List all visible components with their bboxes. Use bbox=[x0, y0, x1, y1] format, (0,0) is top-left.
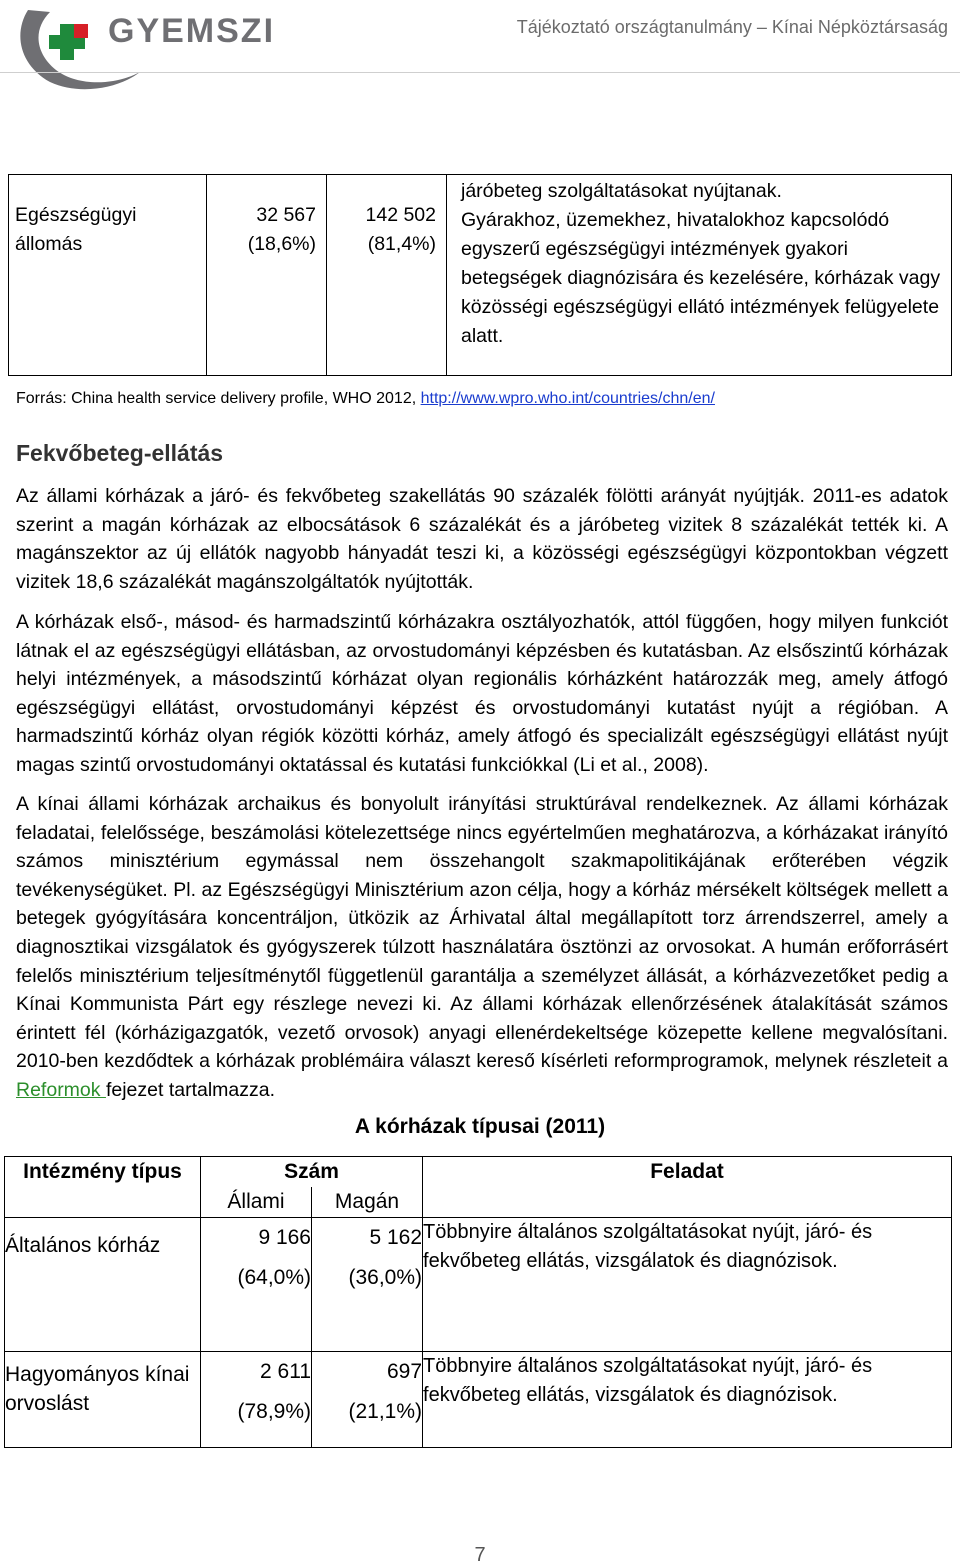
page-header bbox=[0, 0, 960, 100]
logo-text: GYEMSZI bbox=[108, 12, 276, 50]
header-divider bbox=[0, 72, 960, 73]
reformok-link[interactable]: Reformok bbox=[16, 1078, 106, 1101]
who-source-link[interactable]: http://www.wpro.who.int/countries/chn/en/ bbox=[420, 390, 715, 407]
subheader-state: Állami bbox=[201, 1187, 312, 1218]
header-title: Tájékoztató országtanulmány – Kínai Népköztársaság bbox=[516, 17, 948, 37]
paragraph-2: A kórházak első-, másod- és harmadszintű kórházakra osztályozhatók, attól függően, hogy milyen funkciót látnak el az egészségügyi ellátásban, az orvostudományi képzésben és kutatásban. Az elsőszintű kórházak helyi intézmények, a másodszintű kórházat olyan regionális kórházként határozzák meg, amely átfogó egészségügyi ellátást, orvostudományi képzést és orvostudományi kutatást nyújt a régióban. A harmadszintű kórház olyan régiók közötti kórház, amely átfogó és specializált egészségügyi ellátást nyújt magas szintű orvostudományi oktatással és kutatási funkciókkal (Li et al., 2008). bbox=[16, 611, 948, 776]
row-private-count: 697 (21,1%) bbox=[312, 1352, 423, 1448]
gyemszi-logo bbox=[10, 2, 310, 92]
paragraph-1: Az állami kórházak a járó- és fekvőbeteg szakellátás 90 százalék fölötti arányát nyújtják. 2011-es adatok szerint a magán kórházak az elbocsátások 6 százalékát és a járóbeteg vizitek 8 százalékát tették ki. A magánszektor az új ellátók nagyobb hányadát teszi ki, a közösségi egészségügyi központokban végzett vizitek 18,6 százalékát magánszolgáltatók nyújtották. bbox=[16, 485, 948, 593]
table-row bbox=[9, 175, 952, 376]
row-state-count: 2 611 (78,9%) bbox=[201, 1352, 312, 1448]
facility-table-continued bbox=[8, 174, 952, 376]
paragraph-3: A kínai állami kórházak archaikus és bonyolult irányítási struktúrával rendelkeznek. Az állami kórházak feladatai, felelőssége, beszámolási kötelezettsége nincs egyértelműen meghatározva, a kórházakat irányító számos minisztérium egymással nem összehangolt szakmapolitikájának erőterében végzik tevékenységüket. Pl. az Egészségügyi Minisztérium azon célja, hogy a kórház mérsékelt költségek mellett a betegek gyógyítására koncentráljon, ütközik az Árhivatal által megállapított torz árrendszerrel, amely a diagnosztikai vizsgálatok és gyógyszerek túlzott használatára ösztönzi az orvosokat. A humán erőforrásért felelős minisztérium teljesítménytől függetlenül garantálja a személyzet állását, a kórházvezetőket pedig a Kínai Kommunista Párt egy részlege nevezi ki. Az állami kórházak ellenőrzésének átalakítását számos érintett fél (kórházigazgatók, vezető orvosok) anyagi ellenérdekeltsége közepette kellene megvalósítani. 2010-ben kezdődtek a kórházak problémáira választ kereső kísérleti reformprogramok, melynek részleteit a Reformok fejezet tartalmazza. bbox=[16, 793, 948, 1101]
state-count-cell: 32 567 (18,6%) bbox=[207, 175, 327, 376]
row-task: Többnyire általános szolgáltatásokat nyújt, járó- és fekvőbeteg ellátás, vizsgálatok és diagnózisok. bbox=[423, 1352, 952, 1448]
table-row bbox=[5, 1218, 952, 1352]
hospital-types-table bbox=[4, 1156, 952, 1448]
table-subheader-row bbox=[5, 1187, 952, 1218]
row-private-count: 5 162 (36,0%) bbox=[312, 1218, 423, 1352]
row-task: Többnyire általános szolgáltatásokat nyújt, járó- és fekvőbeteg ellátás, vizsgálatok és diagnózisok. bbox=[423, 1218, 952, 1352]
row-state-count: 9 166 (64,0%) bbox=[201, 1218, 312, 1352]
header-task: Feladat bbox=[423, 1157, 952, 1188]
private-count-cell: 142 502 (81,4%) bbox=[327, 175, 447, 376]
task-cell: járóbeteg szolgáltatásokat nyújtanak. Gyárakhoz, üzemekhez, hivatalokhoz kapcsolódó egyszerű egészségügyi intézmények gyakori betegségek diagnózisára és kezelésére, kórházak vagy közösségi egészségügyi ellátó intézmények felügyelete alatt. bbox=[447, 175, 952, 376]
row-name: Hagyományos kínai orvoslást bbox=[5, 1352, 201, 1448]
header-type: Intézmény típus bbox=[5, 1157, 201, 1188]
table-caption: A kórházak típusai (2011) bbox=[354, 1115, 606, 1138]
row-name: Általános kórház bbox=[5, 1218, 201, 1352]
facility-name-cell: Egészségügyi állomás bbox=[9, 175, 207, 376]
table-row bbox=[5, 1352, 952, 1448]
subheader-private: Magán bbox=[312, 1187, 423, 1218]
section-title: Fekvőbeteg-ellátás bbox=[16, 440, 224, 466]
header-count: Szám bbox=[201, 1157, 423, 1188]
table-header-row bbox=[5, 1157, 952, 1188]
source-note: Forrás: China health service delivery profile, WHO 2012, http://www.wpro.who.int/countries/chn/en/ bbox=[16, 390, 715, 407]
page-number: 7 bbox=[474, 1544, 486, 1566]
